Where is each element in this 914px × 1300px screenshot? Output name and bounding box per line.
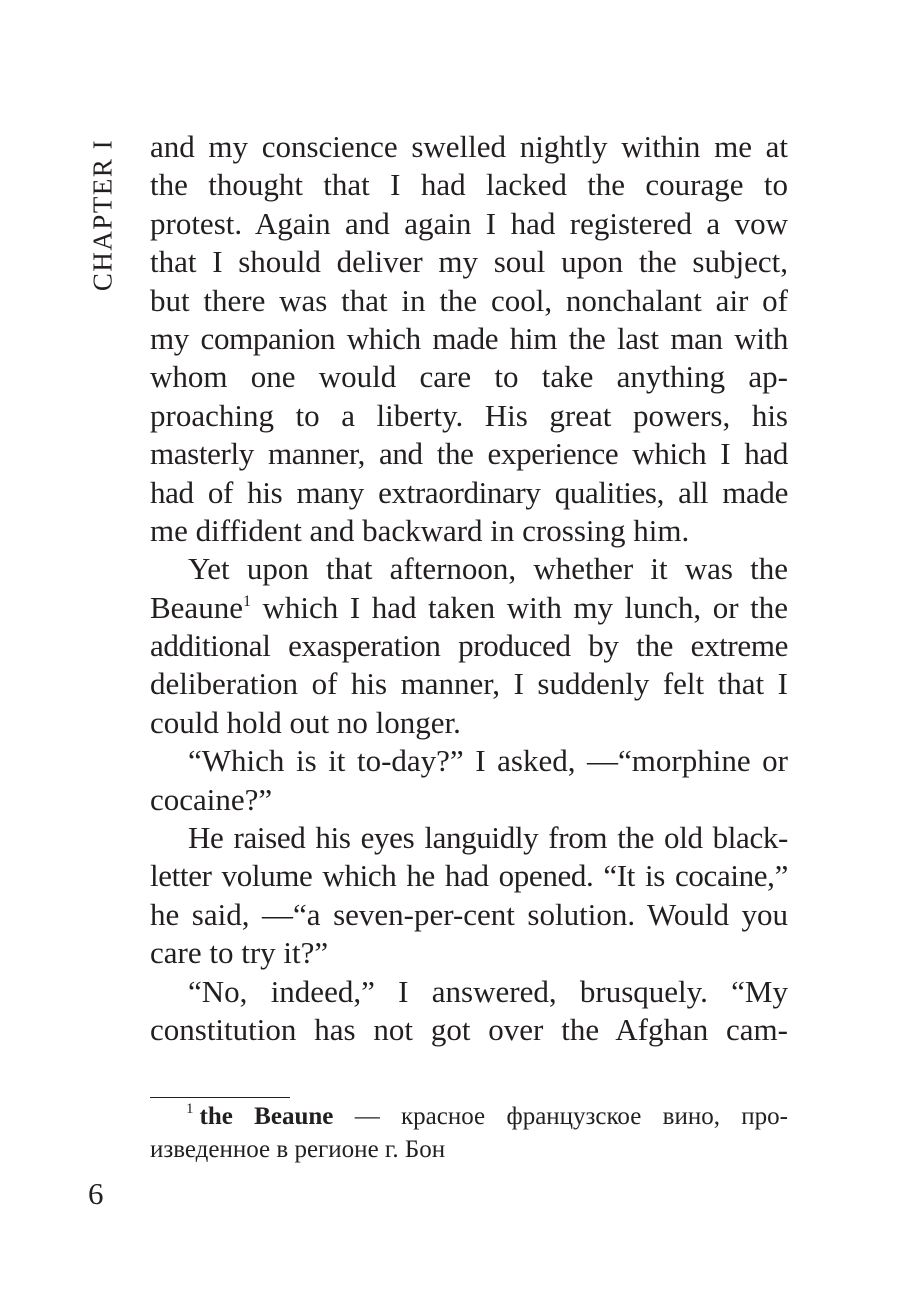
- footnote-line: изведенное в регионе г. Бон: [150, 1136, 446, 1163]
- footnote-marker: 1: [186, 1101, 194, 1117]
- text-line: my companion which made him the last man with: [150, 320, 788, 356]
- text-line: proaching to a liberty. His great powers, his: [150, 397, 788, 433]
- beaune-word: Beaune: [150, 589, 243, 625]
- text-line: deliberation of his manner, I suddenly felt that I: [150, 666, 788, 702]
- footnote-rule: [150, 1097, 290, 1098]
- text-line: additional exasperation produced by the extreme: [150, 628, 788, 664]
- footnote-text: — красное французское вино, про-: [333, 1103, 788, 1130]
- text-line: the thought that I had lacked the courage to: [150, 167, 788, 203]
- text-line: care to try it?”: [150, 935, 329, 971]
- text-line-with-note-ref: [150, 589, 788, 627]
- text-line: and my conscience swelled nightly within me at: [150, 129, 788, 164]
- text-line: “Which is it to-day?” I asked, —“morphine or: [188, 743, 788, 779]
- footnote-term: the Beaune: [199, 1103, 334, 1130]
- text-line: masterly manner, and the experience which I had: [150, 436, 788, 472]
- text-line: cocaine?”: [150, 781, 273, 817]
- text-line: constitution has not got over the Afghan cam-: [150, 1011, 788, 1047]
- text-line: me diffident and backward in crossing him.: [150, 512, 690, 548]
- text-line: that I should deliver my soul upon the subject,: [150, 244, 788, 280]
- footnote-line: [150, 1100, 788, 1133]
- text-line: whom one would care to take anything ap-: [150, 359, 788, 395]
- running-head-text: CHAPTER I: [87, 138, 118, 292]
- text-line-continuation: which I had taken with my lunch, or the: [250, 589, 788, 625]
- body-text: [150, 128, 788, 1049]
- text-line: letter volume which he had opened. “It is cocaine,”: [150, 858, 788, 894]
- page-number: 6: [88, 1176, 104, 1211]
- text-line: he said, —“a seven-per-cent solution. Would you: [150, 896, 788, 932]
- running-head: [84, 140, 122, 290]
- text-line: had of his many extraordinary qualities, all made: [150, 474, 788, 510]
- text-line: could hold out no longer.: [150, 704, 461, 740]
- text-line: protest. Again and again I had registered a vow: [150, 205, 788, 241]
- text-line: He raised his eyes languidly from the old black-: [188, 820, 788, 856]
- text-line: but there was that in the cool, nonchalant air of: [150, 282, 788, 318]
- text-line: “No, indeed,” I answered, brusquely. “My: [188, 973, 788, 1009]
- footnote-reference: 1: [242, 592, 251, 610]
- footnote: [150, 1100, 788, 1166]
- text-line: Yet upon that afternoon, whether it was the: [188, 551, 788, 587]
